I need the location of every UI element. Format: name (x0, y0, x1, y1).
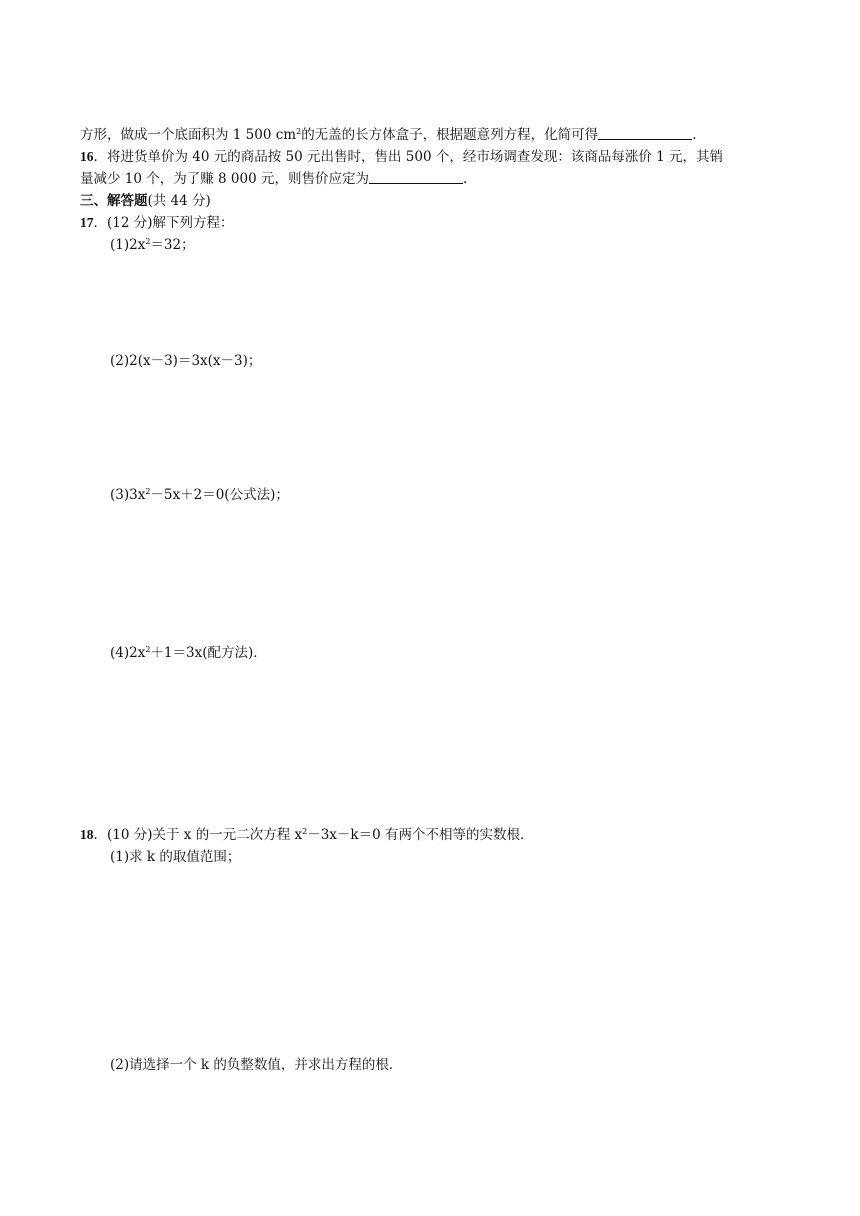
q15-period: . (692, 127, 697, 143)
q17-p1-superscript: 2 (145, 237, 151, 246)
q16-period: . (463, 171, 468, 187)
q18-stem (80, 826, 533, 844)
section-3-score: (共 44 分) (147, 193, 211, 209)
q17-stem-text: ．(12 分)解下列方程： (93, 215, 234, 231)
q17-p4-superscript: 2 (145, 645, 151, 654)
q15-superscript: 2 (296, 127, 302, 136)
q18-stem-text-a: ．(10 分)关于 x 的一元二次方程 x (93, 827, 303, 843)
q18-stem-text-b: －3x－k＝0 有两个不相等的实数根． (307, 827, 534, 843)
q17-stem (80, 214, 234, 232)
q17-part-4 (110, 644, 267, 662)
q18-p2-text: (2)请选择一个 k 的负整数值，并求出方程的根． (110, 1057, 403, 1073)
q18-part-1 (110, 848, 240, 866)
q17-p3-superscript: 2 (145, 487, 151, 496)
q15-continuation (80, 126, 696, 144)
q17-part-1 (110, 236, 195, 254)
q16-number: 16 (80, 149, 94, 164)
q16-line-1 (80, 148, 723, 166)
q18-superscript: 2 (302, 827, 308, 836)
q17-p4-text-a: (4)2x (110, 645, 146, 661)
q18-number: 18 (80, 827, 94, 842)
q16-text-1: ．将进货单价为 40 元的商品按 50 元出售时，售出 500 个，经市场调查发现：该商品每涨价 1 元，其销 (93, 149, 724, 165)
q17-p1-text-b: ＝32； (150, 237, 195, 253)
q17-p2-text: (2)2(x－3)＝3x(x－3)； (110, 353, 262, 369)
q16-answer-blank[interactable] (369, 170, 463, 184)
section-3-title: 三、解答题 (80, 193, 148, 209)
q17-p3-text-b: －5x＋2＝0(公式法)； (150, 487, 289, 503)
q17-part-3 (110, 486, 289, 504)
q17-number: 17 (80, 215, 94, 230)
q16-text-2: 量减少 10 个，为了赚 8 000 元，则售价应定为 (80, 171, 369, 187)
q17-p1-text-a: (1)2x (110, 237, 146, 253)
q18-p1-text: (1)求 k 的取值范围； (110, 849, 241, 865)
q15-text-b: 的无盖的长方体盒子，根据题意列方程，化简可得 (301, 127, 599, 143)
q17-p3-text-a: (3)3x (110, 487, 146, 503)
q15-answer-blank[interactable] (598, 126, 692, 140)
section-3-heading (80, 192, 211, 210)
q15-text-a: 方形，做成一个底面积为 1 500 cm (80, 127, 297, 143)
q17-part-2 (110, 352, 261, 370)
q17-p4-text-b: ＋1＝3x(配方法)． (150, 645, 267, 661)
q18-part-2 (110, 1056, 402, 1074)
q16-line-2 (80, 170, 467, 188)
